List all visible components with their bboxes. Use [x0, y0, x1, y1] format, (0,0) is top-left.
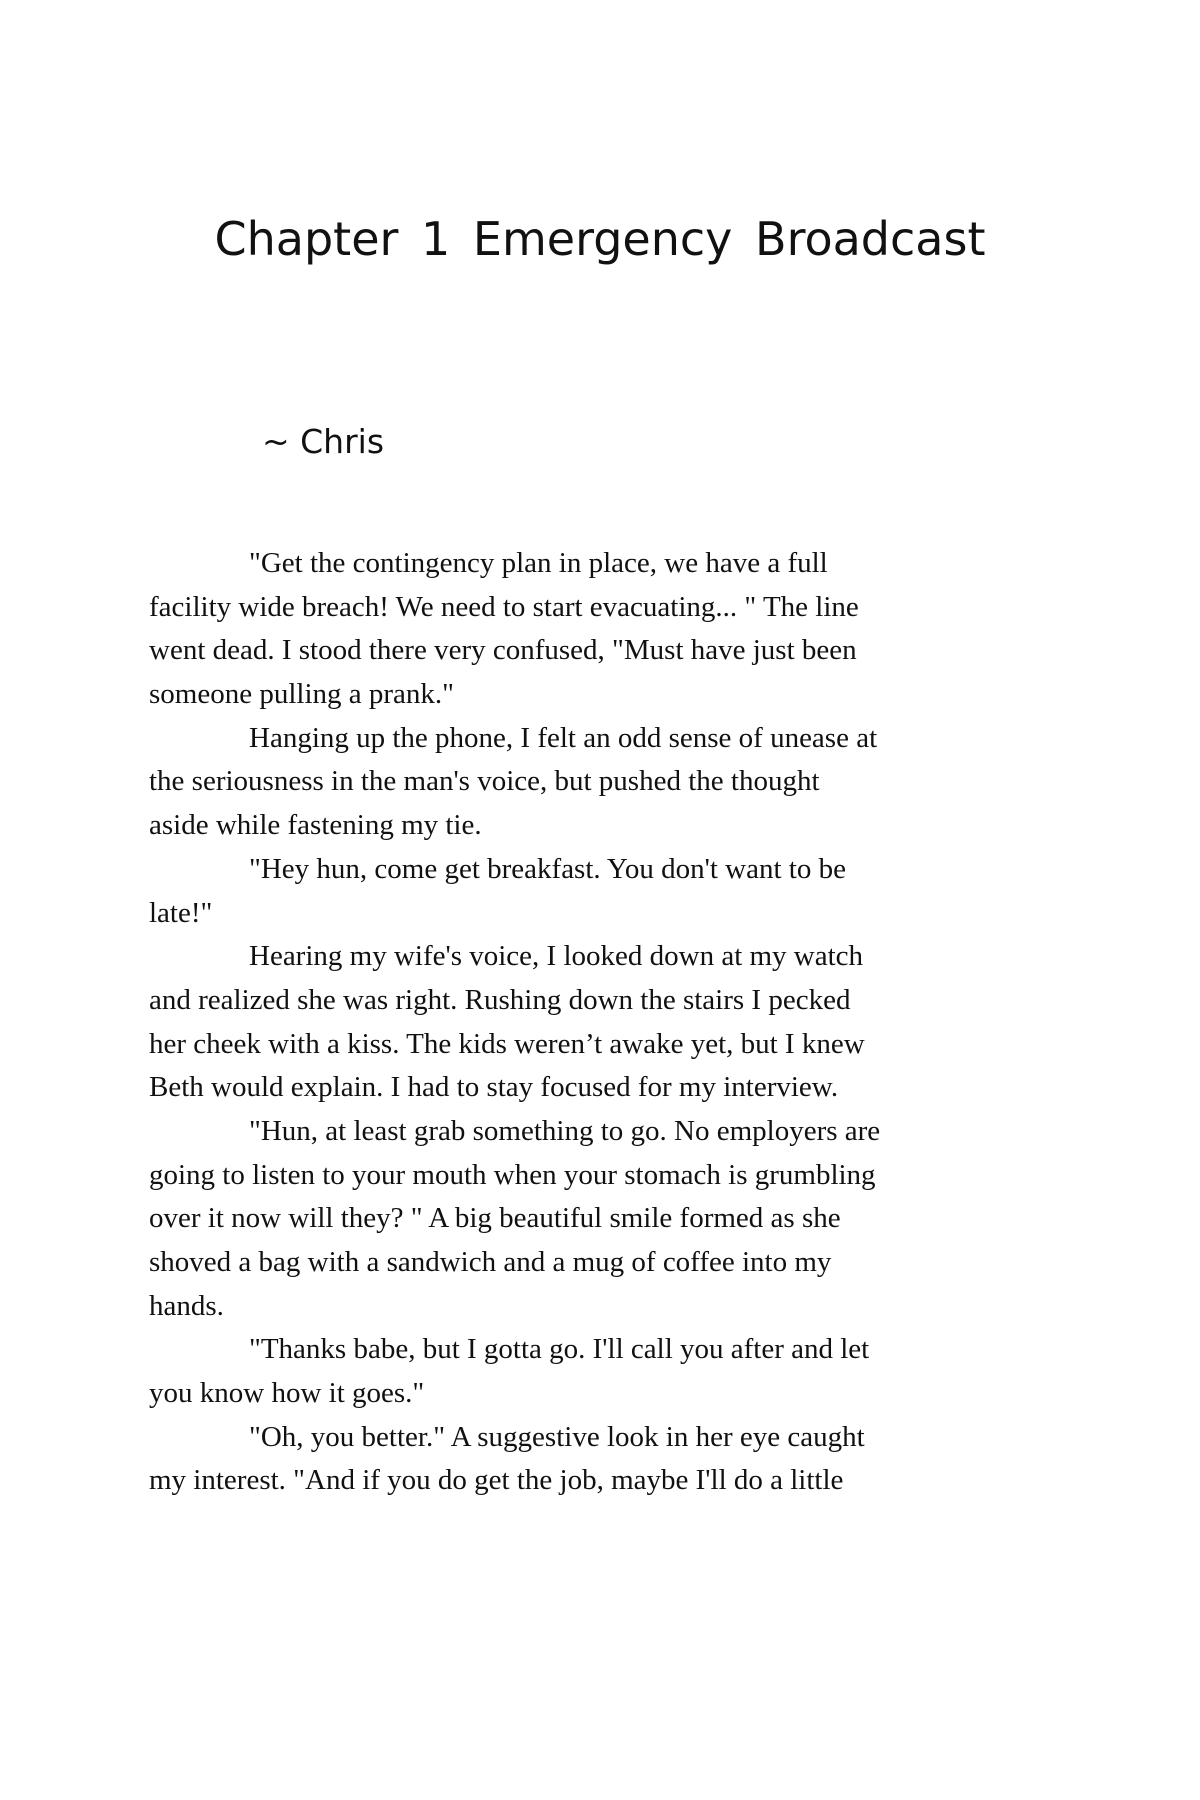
text-line: and realized she was right. Rushing down the stairs I pecked [149, 983, 851, 1016]
chapter-title: Chapter 1 Emergency Broadcast [214, 212, 986, 266]
text-line: "Get the contingency plan in place, we have a full [249, 547, 828, 579]
text-line: the seriousness in the man's voice, but pushed the thought [149, 765, 820, 798]
chapter-body [149, 542, 1049, 1503]
text-line: someone pulling a prank." [149, 678, 454, 711]
text-line: Hanging up the phone, I felt an odd sense of unease at [249, 721, 878, 754]
text-line: "Thanks babe, but I gotta go. I'll call you after and let [249, 1333, 870, 1366]
text-line: going to listen to your mouth when your stomach is grumbling [149, 1158, 876, 1191]
text-line: "Hun, at least grab something to go. No employers are [249, 1114, 881, 1147]
text-line: late!" [149, 896, 213, 929]
text-line: shoved a bag with a sandwich and a mug of coffee into my [149, 1246, 832, 1278]
text-line: Beth would explain. I had to stay focused for my interview. [149, 1071, 839, 1104]
text-line: hands. [149, 1289, 224, 1322]
text-line: my interest. "And if you do get the job, maybe I'll do a little [149, 1464, 844, 1497]
pov-marker: ~ Chris [262, 422, 385, 461]
text-line: "Hey hun, come get breakfast. You don't want to be [249, 852, 846, 885]
text-line: her cheek with a kiss. The kids weren’t awake yet, but I knew [149, 1027, 865, 1060]
text-line: facility wide breach! We need to start evacuating... " The line [149, 590, 859, 623]
text-line: went dead. I stood there very confused, "Must have just been [149, 634, 857, 667]
text-line: over it now will they? " A big beautiful smile formed as she [149, 1202, 841, 1235]
text-line: you know how it goes." [149, 1377, 425, 1410]
text-line: "Oh, you better." A suggestive look in her eye caught [249, 1420, 865, 1453]
text-line: aside while fastening my tie. [149, 809, 482, 842]
text-line: Hearing my wife's voice, I looked down at my watch [249, 940, 864, 973]
